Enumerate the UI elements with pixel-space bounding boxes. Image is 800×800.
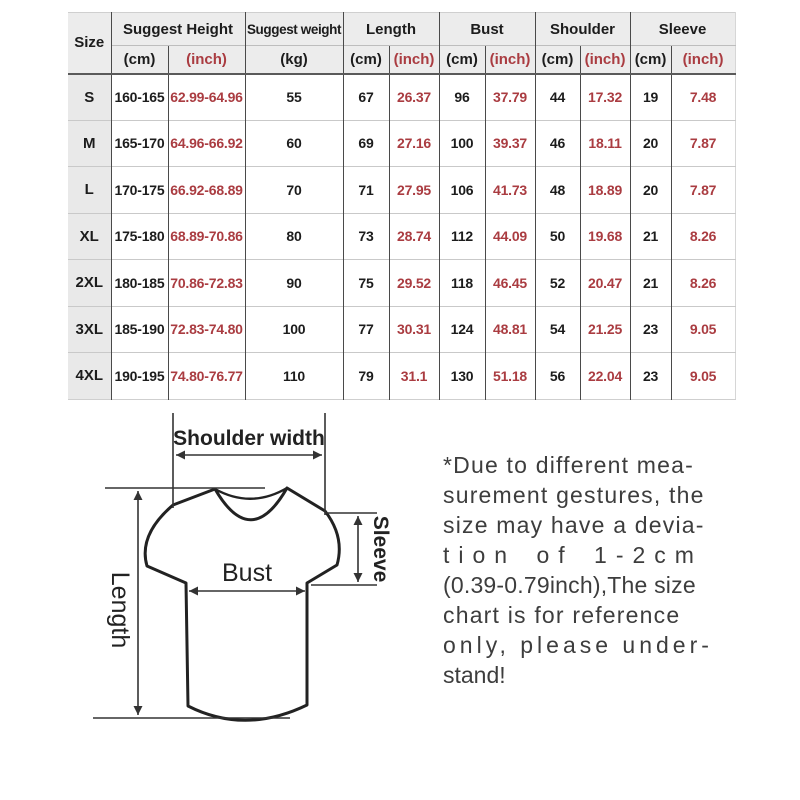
size-cell: 4XL [68,353,111,400]
value-cell: 79 [343,353,389,400]
arrowhead [134,706,143,715]
value-cell: 20 [630,120,671,167]
value-cell: 75 [343,260,389,307]
note-line: tion of 1-2cm [443,542,703,568]
value-cell: 28.74 [389,213,439,260]
size-chart-section [68,12,736,400]
col-header-bust: Bust [439,13,535,46]
value-cell: 39.37 [485,120,535,167]
length-label: Length [106,571,134,649]
value-cell: 165-170 [111,120,168,167]
value-cell: 50 [535,213,580,260]
value-cell: 73 [343,213,389,260]
value-cell: 56 [535,353,580,400]
shoulder-width-label: Shoulder width [173,427,325,450]
tshirt-outline [145,488,339,720]
value-cell: 44.09 [485,213,535,260]
value-cell: 124 [439,306,485,353]
value-cell: 70.86-72.83 [168,260,245,307]
value-cell: 44 [535,74,580,121]
size-chart-table [68,12,736,400]
value-cell: 26.37 [389,74,439,121]
size-cell: S [68,74,111,121]
value-cell: 77 [343,306,389,353]
value-cell: 7.87 [671,167,735,214]
value-cell: 29.52 [389,260,439,307]
value-cell: 55 [245,74,343,121]
value-cell: 31.1 [389,353,439,400]
value-cell: 54 [535,306,580,353]
col-header-length: Length [343,13,439,46]
size-cell: XL [68,213,111,260]
unit-bust-cm: (cm) [439,46,485,74]
value-cell: 100 [439,120,485,167]
value-cell: 74.80-76.77 [168,353,245,400]
unit-sleeve-inch: (inch) [671,46,735,74]
value-cell: 68.89-70.86 [168,213,245,260]
value-cell: 7.48 [671,74,735,121]
size-cell: 2XL [68,260,111,307]
value-cell: 106 [439,167,485,214]
value-cell: 41.73 [485,167,535,214]
table-row [68,260,735,307]
table-row [68,74,735,121]
unit-shoulder-inch: (inch) [580,46,630,74]
unit-shoulder-cm: (cm) [535,46,580,74]
unit-height-inch: (inch) [168,46,245,74]
value-cell: 9.05 [671,306,735,353]
value-cell: 27.95 [389,167,439,214]
value-cell: 17.32 [580,74,630,121]
value-cell: 118 [439,260,485,307]
note-line: only, please under- [443,632,713,658]
table-row [68,167,735,214]
value-cell: 48 [535,167,580,214]
value-cell: 19.68 [580,213,630,260]
value-cell: 37.79 [485,74,535,121]
size-table-body [68,74,735,400]
note-line: (0.39-0.79inch),The size [443,572,696,598]
table-row [68,120,735,167]
unit-sleeve-cm: (cm) [630,46,671,74]
value-cell: 21 [630,260,671,307]
arrowhead [176,451,185,460]
value-cell: 67 [343,74,389,121]
value-cell: 19 [630,74,671,121]
note-line: chart is for reference [443,602,681,628]
value-cell: 46.45 [485,260,535,307]
value-cell: 100 [245,306,343,353]
note-line: stand! [443,662,506,688]
size-cell: 3XL [68,306,111,353]
value-cell: 96 [439,74,485,121]
value-cell: 69 [343,120,389,167]
value-cell: 185-190 [111,306,168,353]
size-cell: M [68,120,111,167]
sleeve-label: Sleeve [369,515,392,583]
arrowhead [313,451,322,460]
value-cell: 18.11 [580,120,630,167]
col-header-shoulder: Shoulder [535,13,630,46]
value-cell: 20 [630,167,671,214]
value-cell: 8.26 [671,260,735,307]
unit-weight-kg: (kg) [245,46,343,74]
col-header-size: Size [68,13,111,74]
bust-label: Bust [221,559,273,587]
value-cell: 175-180 [111,213,168,260]
value-cell: 21 [630,213,671,260]
value-cell: 23 [630,353,671,400]
value-cell: 46 [535,120,580,167]
arrowhead [354,516,363,525]
value-cell: 51.18 [485,353,535,400]
note-line: size may have a devia- [443,512,705,538]
value-cell: 64.96-66.92 [168,120,245,167]
collar-back-line [215,488,287,499]
value-cell: 180-185 [111,260,168,307]
value-cell: 170-175 [111,167,168,214]
value-cell: 52 [535,260,580,307]
value-cell: 160-165 [111,74,168,121]
value-cell: 18.89 [580,167,630,214]
table-header-group-row [68,13,735,46]
size-cell: L [68,167,111,214]
value-cell: 8.26 [671,213,735,260]
value-cell: 71 [343,167,389,214]
note-line: surement gestures, the [443,482,705,508]
table-header-units-row [68,46,735,74]
value-cell: 22.04 [580,353,630,400]
arrowhead [354,573,363,582]
value-cell: 70 [245,167,343,214]
value-cell: 112 [439,213,485,260]
value-cell: 20.47 [580,260,630,307]
table-row [68,306,735,353]
unit-height-cm: (cm) [111,46,168,74]
note-line: *Due to different mea- [443,452,694,478]
value-cell: 27.16 [389,120,439,167]
unit-length-cm: (cm) [343,46,389,74]
value-cell: 72.83-74.80 [168,306,245,353]
value-cell: 9.05 [671,353,735,400]
value-cell: 66.92-68.89 [168,167,245,214]
table-row [68,353,735,400]
value-cell: 90 [245,260,343,307]
unit-bust-inch: (inch) [485,46,535,74]
col-header-suggest-height: Suggest Height [111,13,245,46]
value-cell: 21.25 [580,306,630,353]
measurement-disclaimer-note [443,450,745,690]
table-row [68,213,735,260]
value-cell: 190-195 [111,353,168,400]
unit-length-inch: (inch) [389,46,439,74]
value-cell: 7.87 [671,120,735,167]
value-cell: 80 [245,213,343,260]
tshirt-measurement-diagram [85,405,440,740]
value-cell: 30.31 [389,306,439,353]
col-header-suggest-weight: Suggest weight [245,13,343,46]
value-cell: 23 [630,306,671,353]
table-header [68,13,735,74]
value-cell: 110 [245,353,343,400]
col-header-sleeve: Sleeve [630,13,735,46]
value-cell: 60 [245,120,343,167]
value-cell: 62.99-64.96 [168,74,245,121]
value-cell: 130 [439,353,485,400]
value-cell: 48.81 [485,306,535,353]
arrowhead [134,491,143,500]
